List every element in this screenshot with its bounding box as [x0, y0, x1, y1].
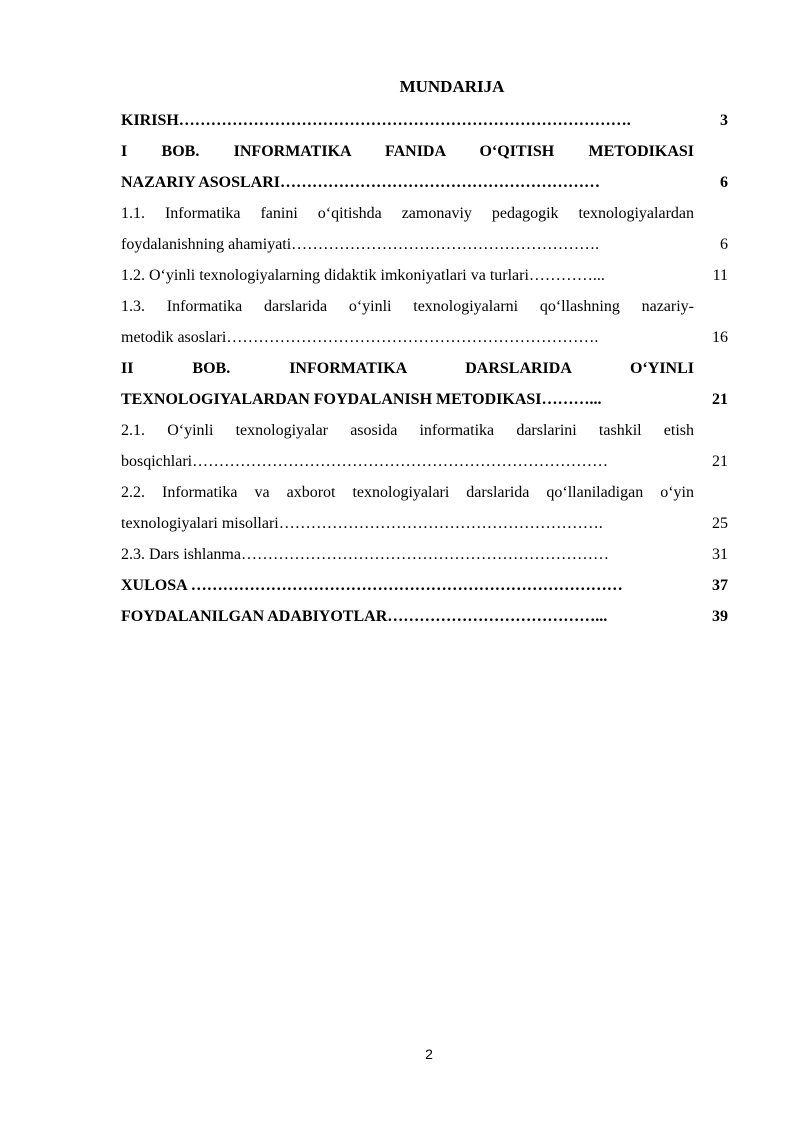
toc-entry-page: 37 [712, 577, 728, 594]
toc-entry-page: 16 [712, 329, 728, 346]
toc-entry-page: 25 [712, 515, 728, 532]
toc-entry-2-2[interactable] [121, 477, 728, 539]
toc-entry-line-2: TEXNOLOGIYALARDAN FOYDALANISH METODIKASI………... [121, 391, 602, 408]
toc-entry-text [121, 198, 694, 260]
toc-entry-page: 3 [720, 112, 728, 129]
toc-entry-text [121, 291, 694, 353]
toc-entry-line-2: NAZARIY ASOSLARI…………………………………………………… [121, 174, 600, 191]
toc-entry-xulosa[interactable] [121, 570, 728, 601]
toc-entry-kirish[interactable] [121, 105, 728, 136]
toc-entry-chapter-1[interactable] [121, 136, 728, 198]
toc-entry-text: 1.2. O‘yinli texnologiyalarning didaktik imkoniyatlari va turlari…………... [121, 267, 605, 284]
toc-entry-page: 11 [712, 267, 728, 284]
toc-entry-line-1: II BOB. INFORMATIKA DARSLARIDA O‘YINLI [121, 360, 694, 377]
toc-entry-chapter-2[interactable] [121, 353, 728, 415]
toc-entry-line-2: texnologiyalari misollari……………………………………………………. [121, 515, 603, 532]
toc-entry-1-3[interactable] [121, 291, 728, 353]
toc-entry-text [121, 415, 694, 477]
toc-entry-line-1: 1.1. Informatika fanini o‘qitishda zamonaviy pedagogik texnologiyalardan [121, 205, 694, 222]
toc-entry-line-2: foydalanishning ahamiyati…………………………………………………. [121, 236, 600, 253]
toc-entry-page: 21 [712, 391, 728, 408]
toc-entry-1-1[interactable] [121, 198, 728, 260]
toc-entry-line-1: 1.3. Informatika darslarida o‘yinli texnologiyalarni qo‘llashning nazariy- [121, 298, 694, 315]
toc-entry-adabiyotlar[interactable] [121, 601, 728, 632]
toc-entry-text: 2.3. Dars ishlanma…………………………………………………………… [121, 546, 609, 563]
toc-entry-2-1[interactable] [121, 415, 728, 477]
toc-entry-page: 39 [712, 608, 728, 625]
page-title: MUNDARIJA [399, 77, 505, 96]
toc-entry-text: FOYDALANILGAN ADABIYOTLAR…………………………………... [121, 608, 608, 625]
toc-entry-page: 21 [712, 453, 728, 470]
toc-entry-text [121, 477, 694, 539]
toc-entry-2-3[interactable] [121, 539, 728, 570]
toc-entry-text [121, 353, 694, 415]
table-of-contents [121, 105, 728, 632]
toc-entry-1-2[interactable] [121, 260, 728, 291]
toc-entry-page: 6 [720, 236, 728, 253]
toc-entry-text: XULOSA ……………………………………………………………………… [121, 577, 623, 594]
toc-entry-text: KIRISH…………………………………………………………………………. [121, 112, 631, 129]
toc-entry-line-1: 2.1. O‘yinli texnologiyalar asosida informatika darslarini tashkil etish [121, 422, 694, 439]
toc-entry-text [121, 136, 694, 198]
toc-entry-line-2: metodik asoslari……………………………………………………………. [121, 329, 599, 346]
toc-entry-line-1: I BOB. INFORMATIKA FANIDA O‘QITISH METODIKASI [121, 143, 694, 160]
toc-entry-line-1: 2.2. Informatika va axborot texnologiyalari darslarida qo‘llaniladigan o‘yin [121, 484, 694, 501]
toc-entry-line-2: bosqichlari…………………………………………………………………… [121, 453, 609, 470]
toc-entry-page: 31 [712, 546, 728, 563]
page-number: 2 [425, 1046, 433, 1062]
toc-entry-page: 6 [720, 174, 728, 191]
